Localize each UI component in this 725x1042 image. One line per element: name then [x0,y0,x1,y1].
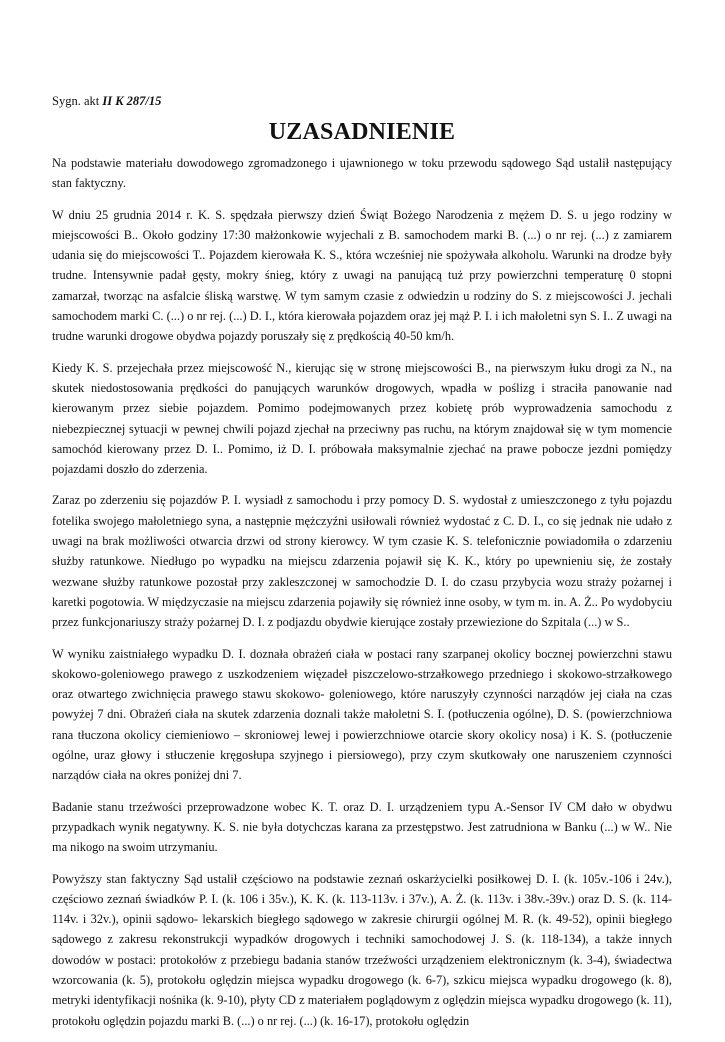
paragraph-7: Powyższy stan faktyczny Sąd ustalił częściowo na podstawie zeznań oskarżycielki posiłkowej D. I. (k. 105v.-106 i 24v.), częściowo zeznań świadków P. I. (k. 106 i 35v.), K. K. (k. 113-113v. i 37v.), A. Ż. (k. 113v. i 38v.-39v.) oraz D. S. (k. 114-114v. i 32v.), opinii sądowo- lekarskich biegłego sądowego w zakresie chirurgii ogólnej M. R. (k. 49-52), opinii biegłego sądowego z zakresu rekonstrukcji wypadków drogowych i techniki samochodowej J. S. (k. 118-134), a także innych dowodów w postaci: protokołów z przebiegu badania stanów trzeźwości urządzeniem elektronicznym (k. 3-4), świadectwa wzorcowania (k. 5), protokołu oględzin miejsca wypadku drogowego (k. 6-7), szkicu miejsca wypadku drogowego (k. 8), metryki identyfikacji nośnika (k. 9-10), płyty CD z materiałem poglądowym z oględzin miejsca wypadku drogowego (k. 11), protokołu oględzin pojazdu marki B. (...) o nr rej. (...) (k. 16-17), protokołu oględzin [52,871,672,1028]
document-page [52,93,672,1042]
case-number: II K 287/15 [102,94,162,108]
paragraph-4: Zaraz po zderzeniu się pojazdów P. I. wysiadł z samochodu i przy pomocy D. S. wydostał z umieszczonego z tyłu pojazdu fotelika swojego małoletniego syna, a następnie mężczyźni usiłowali również wydostać z C. D. I., co się jednak nie udało z uwagi na brak możliwości otwarcia drzwi od strony kierowcy. W tym czasie K. S. telefonicznie powiadomiła o zdarzeniu służby ratunkowe. Niedługo po wypadku na miejscu zdarzenia pojawił się K. K., który po upewnieniu się, że zostały wezwane służby ratunkowe pozostał przy zakleszczonej w samochodzie D. I. do czasu przybycia wozu straży pożarnej i karetki pogotowia. W międzyczasie na miejscu zdarzenia pojawiły się również inne osoby, w tym m. in. A. Ż.. Po wydobyciu przez funkcjonariuszy straży pożarnej D. I. z podjazdu obydwie kierujące zostały przewiezione do Szpitala (...) w S.. [52,493,672,630]
paragraph-3: Kiedy K. S. przejechała przez miejscowość N., kierując się w stronę miejscowości B., na pierwszym łuku drogi za N., na skutek niedostosowania prędkości do panujących warunków drogowych, wpadła w poślizg i straciła panowanie nad kierowanym przez siebie pojazdem. Pomimo podejmowanych przez kobietę prób wyprowadzenia samochodu z niebezpiecznej sytuacji w pewnej chwili pojazd zjechał na przeciwny pas ruchu, na którym znajdował się w tym momencie samochód kierowany przez D. I.. Pomimo, iż D. I. próbowała maksymalnie zjechać na prawe pobocze jezdni pomiędzy pojazdami doszło do zderzenia. [52,360,672,477]
paragraph-5: W wyniku zaistniałego wypadku D. I. doznała obrażeń ciała w postaci rany szarpanej okolicy bocznej powierzchni stawu skokowo-goleniowego prawego z uszkodzeniem więzadeł piszczelowo-strzałkowego przedniego i skokowo-strzałkowego oraz otwartego zwichnięcia prawego stawu skokowo- goleniowego, które naruszyły czynności narządów jej ciała na czas powyżej 7 dni. Obrażeń ciała na skutek zdarzenia doznali także małoletni S. I. (potłuczenia ogólne), D. S. (powierzchniowa rana tłuczona okolicy ciemieniowo – skroniowej lewej i powierzchniowe otarcie skory okolicy nosa) i K. S. (potłuczenie ogólne, uraz głowy i stłuczenie kręgosłupa szyjnego i piersiowego), przy czym skutkowały one naruszeniem czynności narządów ciała na okres poniżej dni 7. [52,646,672,783]
paragraph-1: Na podstawie materiału dowodowego zgromadzonego i ujawnionego w toku przewodu sądowego Sąd ustalił następujący stan faktyczny. [52,156,672,191]
case-reference-prefix: Sygn. akt [52,94,103,108]
case-reference [52,93,672,109]
paragraph-2: W dniu 25 grudnia 2014 r. K. S. spędzała pierwszy dzień Świąt Bożego Narodzenia z mężem D. S. u jego rodziny w miejscowości B.. Około godziny 17:30 małżonkowie wyjechali z B. samochodem marki B. (...) o nr rej. (...) z zamiarem udania się do miejscowości T.. Pojazdem kierowała K. S., która wcześniej nie spożywała alkoholu. Warunki na drodze były trudne. Intensywnie padał gęsty, mokry śnieg, który z uwagi na panującą tuż przy powierzchni temperaturę 0 stopni zamarzał, tworząc na asfalcie śliską warstwę. W tym samym czasie z odwiedzin u rodziny do S. z miejscowości J. jechali samochodem marki C. (...) o nr rej. (...) D. I., która kierowała pojazdem oraz jej mąż P. I. i ich małoletni syn S. I.. Z uwagi na trudne warunki drogowe obydwa pojazdy poruszały się z prędkością 40-50 km/h. [52,207,672,344]
document-title: UZASADNIENIE [268,119,456,145]
paragraph-6: Badanie stanu trzeźwości przeprowadzone wobec K. T. oraz D. I. urządzeniem typu A.-Sensor IV CM dało w obydwu przypadkach wynik negatywny. K. S. nie była dotychczas karana za przestępstwo. Jest zatrudniona w Banku (...) w W.. Nie ma nikogo na swoim utrzymaniu. [52,799,672,855]
